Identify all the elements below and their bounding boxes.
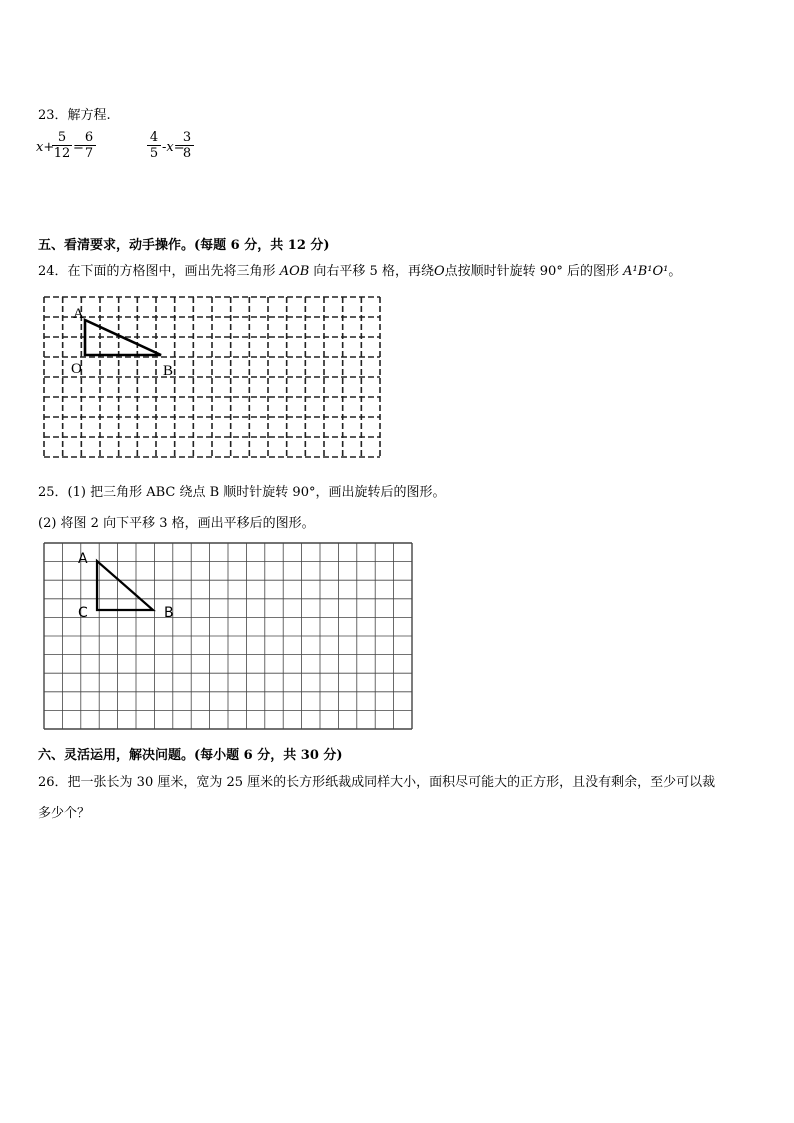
eq1-fraction-2-numerator: 6 <box>82 130 96 146</box>
q25-part-2: (2) 将图 2 向下平移 3 格，画出平移后的图形。 <box>38 516 315 531</box>
eq2-fraction-2-denominator: 8 <box>182 146 192 161</box>
q26-line-1: 26．把一张长为 30 厘米，宽为 25 厘米的长方形纸裁成同样大小，面积尽可能大的正方形，且没有剩余，至少可以裁 <box>38 775 716 790</box>
q25-label-a: A <box>78 551 88 567</box>
q24-triangle-aob <box>85 320 161 355</box>
q24-dashed-grid <box>44 297 382 457</box>
q25-solid-grid <box>44 543 414 731</box>
eq1-lhs: x+ <box>36 140 55 155</box>
eq1-fraction-1-numerator: 5 <box>52 130 72 146</box>
q24-label-b: B <box>163 363 174 379</box>
q24-text-end: 。 <box>668 264 682 279</box>
eq1-equals: = <box>73 140 84 155</box>
eq2-middle: -x= <box>162 140 185 155</box>
q23-title: 23．解方程. <box>38 108 111 123</box>
q24-text <box>38 260 681 279</box>
q25-label-c: C <box>78 605 88 621</box>
q24-text-b: 向右平移 5 格，再绕 <box>309 264 434 279</box>
eq1-fraction-1 <box>52 130 72 161</box>
section-6-heading: 六、灵活运用，解决问题。(每小题 6 分，共 30 分) <box>38 748 343 763</box>
eq1-fraction-2-denominator: 7 <box>84 146 94 161</box>
q26-line-2: 多少个？ <box>38 806 91 821</box>
q24-label-a: A <box>73 306 84 322</box>
eq2-fraction-1 <box>147 130 161 161</box>
q24-text-o: O <box>433 264 445 279</box>
eq2-fraction-2 <box>180 130 194 161</box>
q24-label-o: O <box>71 361 82 377</box>
q25-triangle-abc <box>97 561 153 610</box>
q24-text-aob: AOB <box>279 264 310 279</box>
q24-grid-lines <box>44 297 380 457</box>
eq2-fraction-1-denominator: 5 <box>149 146 159 161</box>
q25-label-b: B <box>164 605 174 621</box>
eq2-fraction-1-numerator: 4 <box>147 130 161 146</box>
eq1-fraction-2 <box>82 130 96 161</box>
q25-grid-lines <box>44 543 412 729</box>
eq1-fraction-1-denominator: 12 <box>53 146 71 161</box>
q24-text-a: 24．在下面的方格图中，画出先将三角形 <box>38 264 280 279</box>
q24-text-c: 点按顺时针旋转 90° 后的图形 <box>444 264 624 279</box>
eq2-fraction-2-numerator: 3 <box>180 130 194 146</box>
q25-part-1: 25．(1) 把三角形 ABC 绕点 B 顺时针旋转 90°，画出旋转后的图形。 <box>38 485 446 500</box>
q24-text-target: A¹B¹O¹ <box>623 264 669 279</box>
section-5-heading: 五、看清要求，动手操作。(每题 6 分，共 12 分) <box>38 238 330 253</box>
